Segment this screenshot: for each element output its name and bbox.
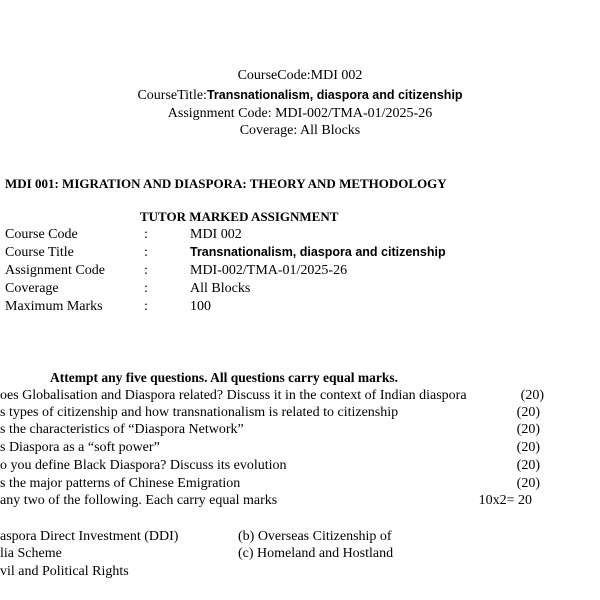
question-text: s the characteristics of “Diaspora Network” — [0, 422, 244, 437]
course-code-line: CourseCode:MDI 002 — [237, 68, 363, 83]
programme-heading: MDI 001: MIGRATION AND DIASPORA: THEORY AND METHODOLOGY — [5, 176, 447, 191]
sub-option-left: lia Scheme — [0, 546, 62, 561]
question-text: oes Globalisation and Diaspora related? Discuss it in the context of Indian diaspora — [0, 388, 467, 403]
details-label: Coverage — [5, 281, 59, 296]
question-marks: (20) — [516, 405, 540, 420]
coverage-line: Coverage: All Blocks — [239, 123, 361, 138]
details-colon: : — [144, 263, 148, 278]
question-marks: (20) — [516, 458, 540, 473]
sub-option-right: (b) Overseas Citizenship of — [238, 529, 392, 544]
details-colon: : — [144, 299, 148, 314]
details-value: MDI 002 — [190, 227, 242, 242]
details-label: Course Code — [5, 227, 78, 242]
details-colon: : — [144, 227, 148, 242]
details-label: Assignment Code — [5, 263, 105, 278]
details-label: Maximum Marks — [5, 299, 103, 314]
question-marks: (20) — [516, 440, 540, 455]
question-marks: (20) — [520, 388, 544, 403]
details-colon: : — [144, 281, 148, 296]
question-text: o you define Black Diaspora? Discuss its evolution — [0, 458, 287, 473]
details-label: Course Title — [5, 245, 74, 260]
course-title-value: Transnationalism, diaspora and citizenship — [206, 88, 463, 102]
question-marks: 10x2= 20 — [478, 493, 532, 508]
details-value: All Blocks — [190, 281, 251, 296]
question-marks: (20) — [516, 476, 540, 491]
course-title-prefix: CourseTitle: — [137, 88, 207, 103]
details-value: 100 — [190, 299, 211, 314]
details-value: MDI-002/TMA-01/2025-26 — [190, 263, 348, 278]
details-colon: : — [144, 245, 148, 260]
sub-option-right: (c) Homeland and Hostland — [238, 546, 394, 561]
course-title-line — [0, 87, 600, 104]
sub-option-left: aspora Direct Investment (DDI) — [0, 529, 179, 544]
assignment-code-line: Assignment Code: MDI-002/TMA-01/2025-26 — [167, 106, 433, 121]
question-text: s the major patterns of Chinese Emigration — [0, 476, 241, 491]
tma-heading: TUTOR MARKED ASSIGNMENT — [140, 209, 339, 224]
sub-option-left: vil and Political Rights — [0, 564, 129, 579]
details-value: Transnationalism, diaspora and citizenship — [190, 245, 446, 259]
question-marks: (20) — [516, 422, 540, 437]
question-text: any two of the following. Each carry equal marks — [0, 493, 278, 508]
question-text: s types of citizenship and how transnationalism is related to citizenship — [0, 405, 399, 420]
instructions: Attempt any five questions. All questions carry equal marks. — [50, 370, 399, 385]
question-text: s Diaspora as a “soft power” — [0, 440, 160, 455]
